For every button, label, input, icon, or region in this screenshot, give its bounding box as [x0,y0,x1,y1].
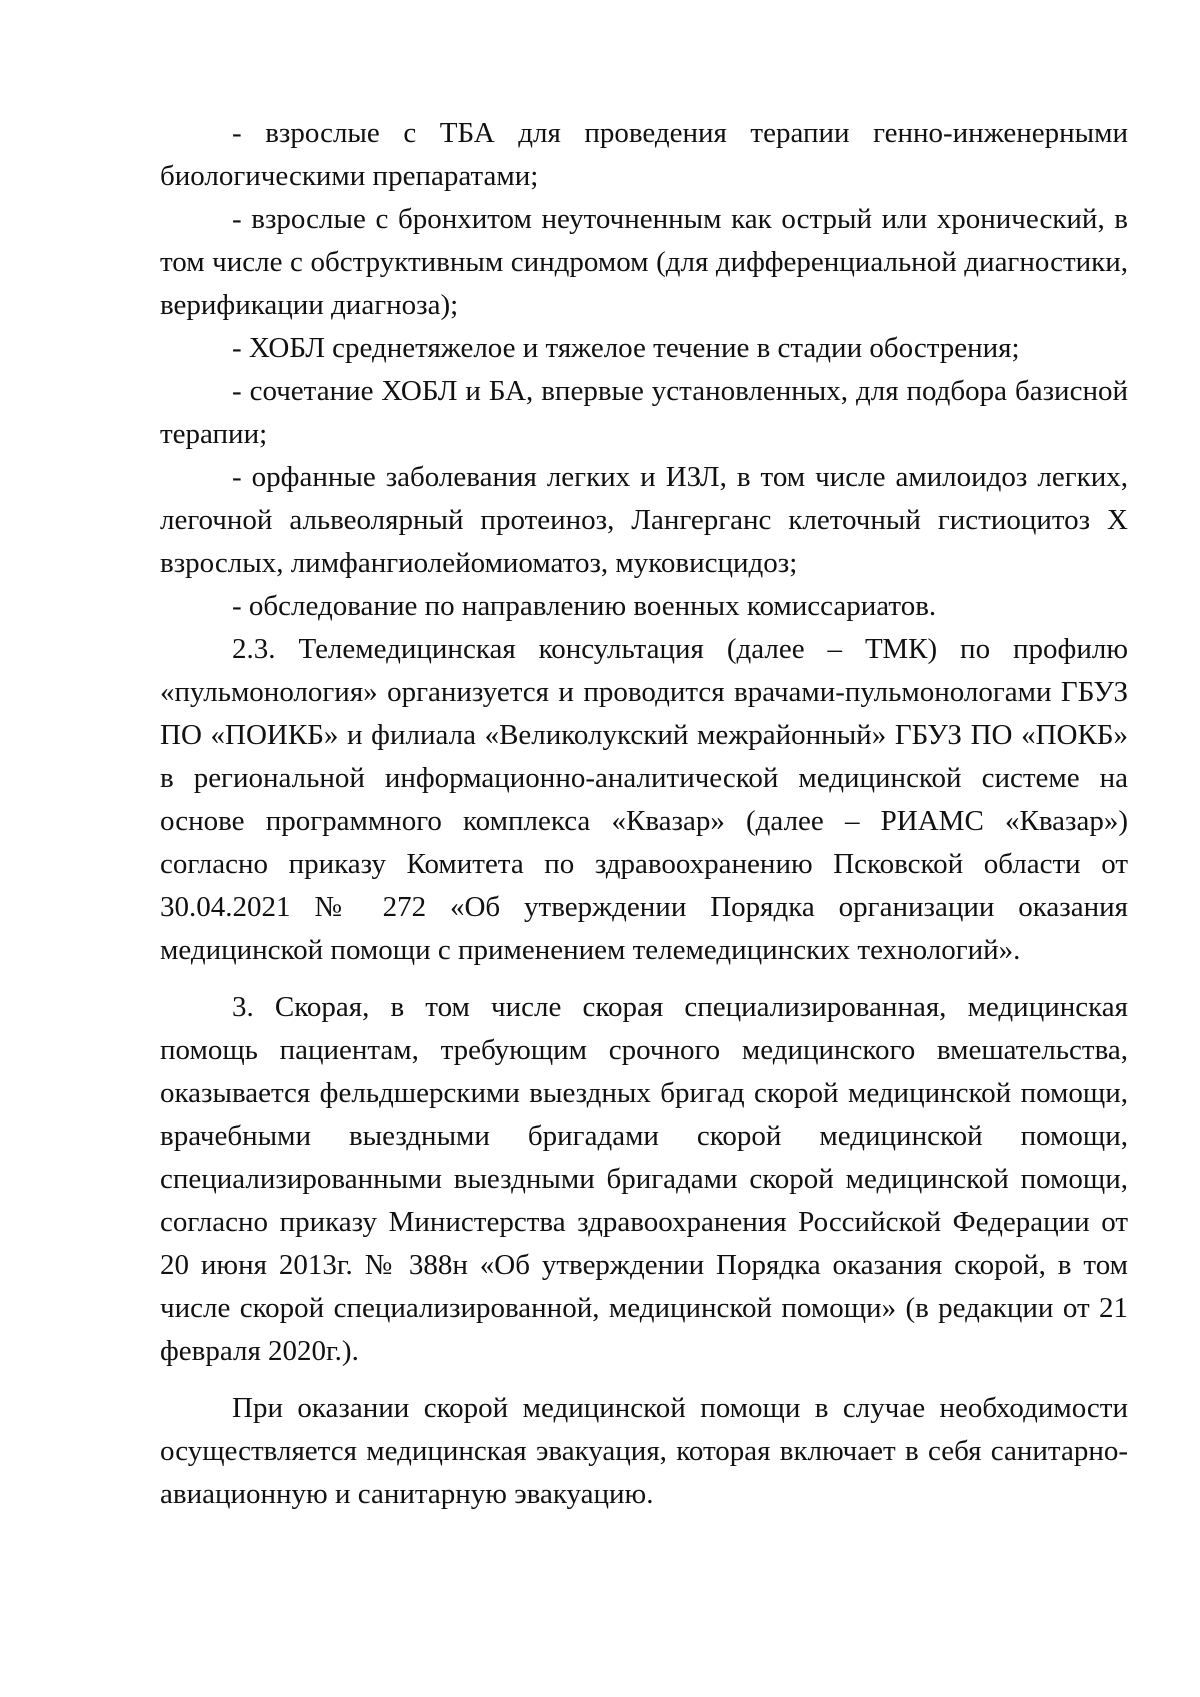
list-item-adults-bronchitis: - взрослые с бронхитом неуточненным как острый или хронический, в том числе с обструктивным синдромом (для дифференциальной диагностики, верификации диагноза); [160,203,1128,321]
list-item-orphan-diseases: - орфанные заболевания легких и ИЗЛ, в том числе амилоидоз легких, легочной альвеолярный протеиноз, Лангерганс клеточный гистиоцитоз X взрослых, лимфангиолейомиоматоз, муковисцидоз; [160,461,1128,579]
list-item-military-exam: - обследование по направлению военных комиссариатов. [232,590,937,622]
paragraph-telemedicine: 2.3. Телемедицинская консультация (далее – ТМК) по профилю «пульмонология» организуется и проводится врачами-пульмонологами ГБУЗ ПО «ПОИКБ» и филиала «Великолукский межрайонный» ГБУЗ ПО «ПОКБ» в региональной информационно-аналитической медицинской системе на основе программного комплекса «Квазар» (далее – РИАМС «Квазар») согласно приказу Комитета по здравоохранению Псковской области от 30.04.2021 № 272 «Об утверждении Порядка организации оказания медицинской помощи с применением телемедицинских технологий». [160,633,1128,966]
document-body [160,112,1128,1516]
list-item-copd-asthma: - сочетание ХОБЛ и БА, впервые установленных, для подбора базисной терапии; [160,375,1128,450]
list-item-copd: - ХОБЛ среднетяжелое и тяжелое течение в стадии обострения; [232,332,1020,364]
paragraph-emergency-care: 3. Скорая, в том числе скорая специализированная, медицинская помощь пациентам, требующим срочного медицинского вмешательства, оказывается фельдшерскими выездных бригад скорой медицинской помощи, врачебными выездными бригадами скорой медицинской помощи, специализированными выездными бригадами скорой медицинской помощи, согласно приказу Министерства здравоохранения Российской Федерации от 20 июня 2013г. № 388н «Об утверждении Порядка оказания скорой, в том числе скорой специализированной, медицинской помощи» (в редакции от 21 февраля 2020г.). [160,991,1128,1367]
paragraph-medical-evacuation: При оказании скорой медицинской помощи в случае необходимости осуществляется медицинская эвакуация, которая включает в себя санитарно-авиационную и санитарную эвакуацию. [160,1392,1128,1510]
list-item-adults-tba: - взрослые с ТБА для проведения терапии генно-инженерными биологическими препаратами; [160,117,1128,192]
